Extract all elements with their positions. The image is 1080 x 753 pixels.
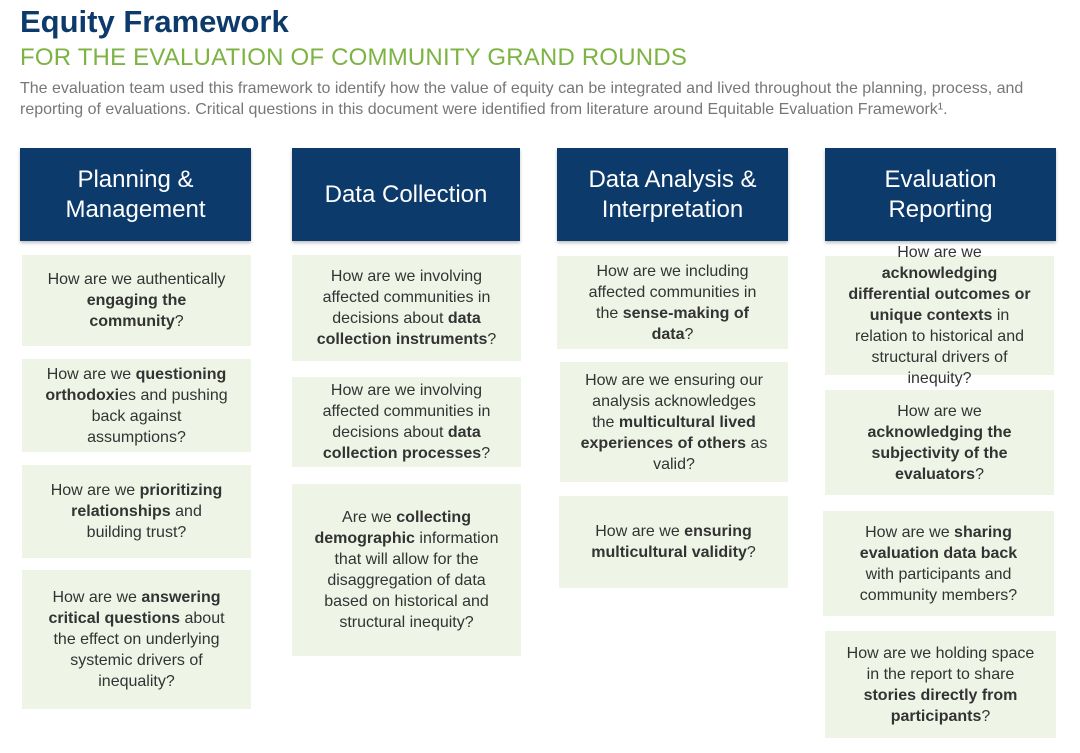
question-emphasis: orthodoxi bbox=[45, 386, 120, 404]
question-emphasis: acknowledging bbox=[881, 265, 998, 282]
question-text: Are we bbox=[342, 509, 397, 526]
question-emphasis: unique contexts bbox=[869, 307, 993, 324]
question-emphasis: differential outcomes or bbox=[848, 286, 1031, 303]
question-emphasis: critical questions bbox=[48, 610, 181, 627]
question-text: as bbox=[746, 434, 768, 452]
question-text: in bbox=[992, 307, 1010, 324]
question-card bbox=[557, 256, 788, 349]
question-emphasis: data bbox=[447, 424, 481, 441]
question-text: back against bbox=[91, 407, 182, 425]
question-text: decisions about bbox=[332, 424, 448, 441]
question-emphasis: participants bbox=[890, 707, 982, 725]
column-header-evaluation-reporting bbox=[825, 148, 1056, 241]
question-emphasis: acknowledging the bbox=[867, 423, 1012, 441]
question-text: building trust? bbox=[86, 524, 187, 541]
question-emphasis: evaluation data back bbox=[859, 544, 1018, 562]
question-text: systemic drivers of bbox=[70, 652, 203, 669]
question-text: How are we bbox=[897, 402, 982, 420]
question-text: analysis acknowledges bbox=[592, 392, 756, 410]
question-text: structural drivers of bbox=[871, 349, 1008, 366]
question-text: affected communities in bbox=[322, 289, 491, 306]
question-text: ? bbox=[981, 707, 991, 725]
question-text: affected communities in bbox=[588, 283, 757, 301]
question-text: affected communities in bbox=[322, 403, 491, 420]
question-card bbox=[559, 496, 788, 588]
question-text: How are we bbox=[50, 482, 140, 499]
question-text: How are we ensuring our bbox=[585, 371, 763, 389]
question-emphasis: ensuring bbox=[684, 523, 752, 540]
question-text: assumptions? bbox=[87, 428, 186, 446]
intro-paragraph: The evaluation team used this framework to identify how the value of equity can be integrated and lived throughout the planning, process, and reporting of evaluations. Critical questions in this document were identified from literature around Equitable Evaluation Framework¹. bbox=[20, 80, 1024, 118]
question-emphasis: stories directly from bbox=[863, 686, 1018, 704]
question-text: with participants and bbox=[865, 565, 1012, 583]
column-header-line: Evaluation bbox=[884, 165, 997, 193]
question-emphasis: sharing bbox=[954, 523, 1012, 541]
question-emphasis: sense-making of bbox=[622, 304, 749, 322]
question-text: about bbox=[180, 610, 225, 627]
question-text: relation to historical and bbox=[855, 328, 1024, 345]
question-text: that will allow for the bbox=[334, 551, 479, 568]
question-emphasis: demographic bbox=[314, 530, 415, 547]
question-text: based on historical and bbox=[324, 593, 489, 610]
question-text: How are we authentically bbox=[47, 271, 226, 288]
question-emphasis: subjectivity of the bbox=[871, 444, 1008, 462]
column-header-line: Data Analysis & bbox=[588, 165, 757, 193]
question-text: inequity? bbox=[907, 370, 972, 387]
column-header-data-collection bbox=[292, 148, 520, 241]
question-text: ? bbox=[487, 331, 497, 348]
question-card bbox=[22, 465, 251, 558]
question-text: How are we bbox=[46, 365, 136, 383]
question-card bbox=[292, 484, 521, 656]
question-emphasis: community bbox=[89, 313, 175, 330]
question-text: inequality? bbox=[98, 673, 175, 690]
column-header-line: Reporting bbox=[888, 195, 993, 223]
question-text: ? bbox=[975, 465, 984, 483]
question-card bbox=[825, 631, 1056, 738]
question-text: How are we bbox=[595, 523, 685, 540]
question-card bbox=[560, 362, 788, 482]
question-emphasis: collection instruments bbox=[316, 331, 488, 348]
question-text: community members? bbox=[859, 586, 1018, 604]
question-text: es and pushing bbox=[119, 386, 228, 404]
question-emphasis: multicultural validity bbox=[591, 544, 747, 561]
column-header-data-analysis-interpretation bbox=[557, 148, 788, 241]
column-header-line: Planning & bbox=[77, 165, 194, 193]
question-text: ? bbox=[481, 445, 491, 462]
question-text: ? bbox=[174, 313, 184, 330]
question-text: ? bbox=[684, 325, 694, 343]
question-card bbox=[825, 390, 1054, 495]
question-text: in the report to share bbox=[866, 665, 1015, 683]
question-card bbox=[292, 255, 521, 361]
question-emphasis: collection processes bbox=[322, 445, 482, 462]
question-emphasis: evaluators bbox=[895, 465, 976, 483]
question-card bbox=[823, 511, 1054, 616]
question-emphasis: multicultural lived bbox=[618, 413, 756, 431]
column-header-line: Data Collection bbox=[324, 180, 488, 208]
question-text: How are we bbox=[865, 523, 955, 541]
question-text: How are we including bbox=[596, 262, 749, 280]
question-emphasis: collecting bbox=[396, 509, 471, 526]
question-emphasis: data bbox=[447, 310, 481, 327]
question-emphasis: relationships bbox=[71, 503, 171, 520]
column-header-planning-management bbox=[20, 148, 251, 241]
question-card bbox=[22, 359, 251, 452]
question-emphasis: prioritizing bbox=[139, 482, 223, 499]
question-text: the bbox=[596, 304, 623, 322]
page-subtitle: FOR THE EVALUATION OF COMMUNITY GRAND ROUNDS bbox=[20, 44, 688, 71]
question-text: How are we bbox=[897, 244, 982, 261]
question-text: How are we bbox=[52, 589, 142, 606]
column-header-line: Management bbox=[65, 195, 206, 223]
question-card bbox=[292, 377, 521, 467]
question-text: How are we involving bbox=[330, 382, 483, 399]
question-text: ? bbox=[746, 544, 756, 561]
question-text: structural inequity? bbox=[339, 614, 474, 631]
question-emphasis: answering bbox=[141, 589, 221, 606]
page-title: Equity Framework bbox=[20, 4, 289, 39]
question-text: the bbox=[592, 413, 619, 431]
question-text: How are we holding space bbox=[846, 644, 1035, 662]
question-card bbox=[825, 244, 1054, 387]
question-card bbox=[22, 570, 251, 709]
question-emphasis: experiences of others bbox=[580, 434, 747, 452]
question-emphasis: engaging the bbox=[86, 292, 187, 309]
question-text: valid? bbox=[653, 455, 695, 473]
question-text: decisions about bbox=[332, 310, 448, 327]
question-text: disaggregation of data bbox=[327, 572, 486, 589]
column-header-line: Interpretation bbox=[601, 195, 744, 223]
question-text: information bbox=[414, 530, 499, 547]
question-text: How are we involving bbox=[330, 268, 483, 285]
question-card bbox=[22, 255, 251, 346]
question-text: the effect on underlying bbox=[53, 631, 220, 648]
question-emphasis: questioning bbox=[135, 365, 227, 383]
question-emphasis: data bbox=[651, 325, 685, 343]
question-text: and bbox=[170, 503, 202, 520]
